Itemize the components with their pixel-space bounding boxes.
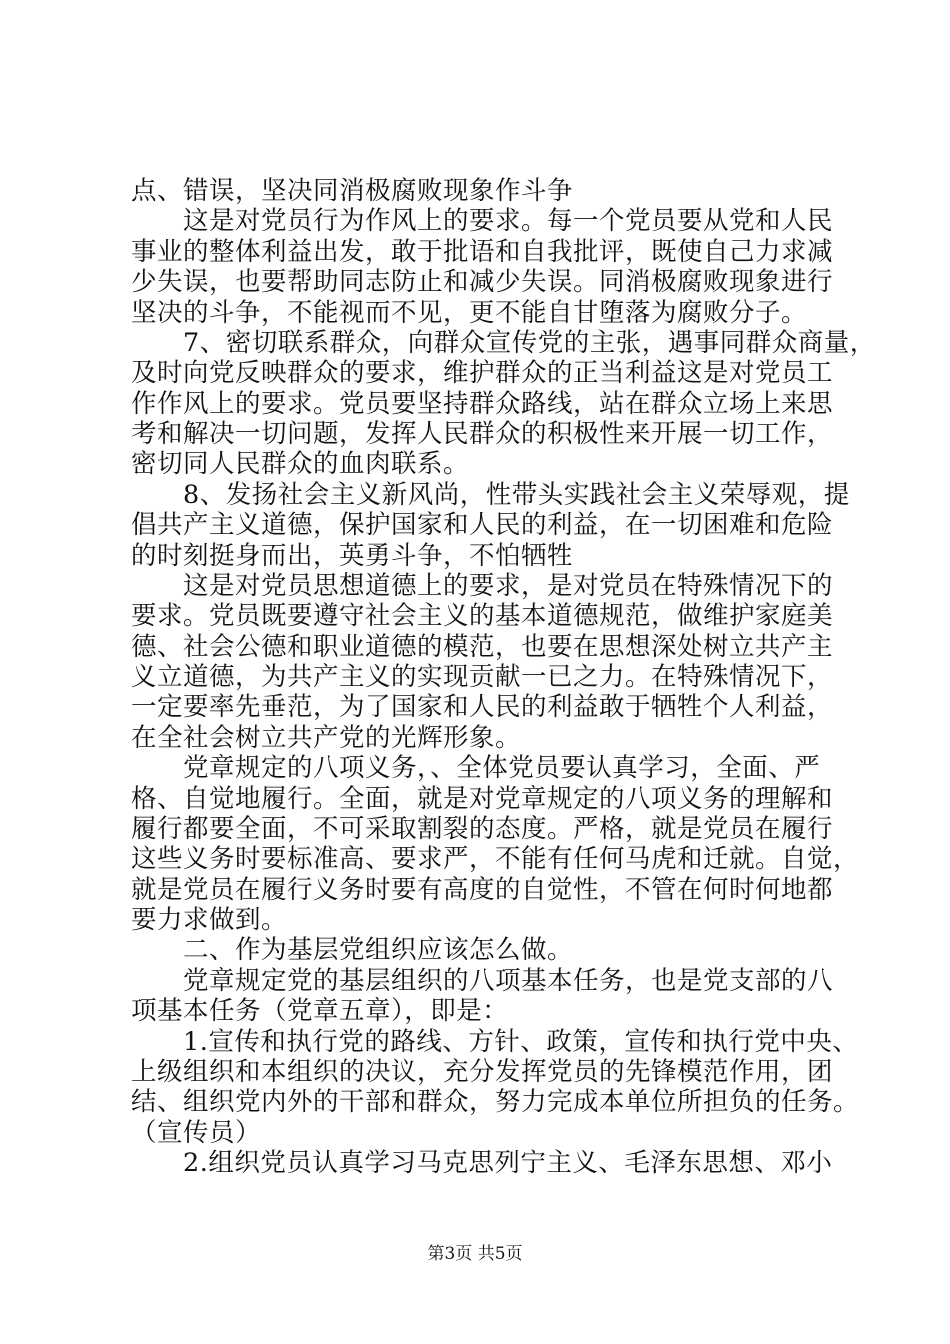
text-line: 要力求做到。 [131,905,288,935]
text-line: 7、密切联系群众，向群众宣传党的主张，遇事同群众商量， [131,328,876,358]
text-line: 这是对党员思想道德上的要求，是对党员在特殊情况下的 [131,571,834,601]
section-heading: 二、作为基层党组织应该怎么做。 [131,935,574,965]
text-line: 在全社会树立共产党的光辉形象。 [131,723,522,753]
text-line: 党章规定的八项义务，、全体党员要认真学习，全面、严 [131,753,821,783]
text-line: 8、发扬社会主义新风尚，性带头实践社会主义荣辱观，提 [131,480,850,510]
text-line: 就是党员在履行义务时要有高度的自觉性，不管在何时何地都 [131,875,834,905]
text-line: 这些义务时要标准高、要求严，不能有任何马虎和迁就。自觉， [131,844,860,874]
page-number-footer: 第3页 共5页 [427,1244,523,1264]
text-line: 这是对党员行为作风上的要求。每一个党员要从党和人民 [131,206,834,236]
text-line: 密切同人民群众的血肉联系。 [131,449,470,479]
text-line: 少失误，也要帮助同志防止和减少失误。同消极腐败现象进行 [131,267,834,297]
text-line: 结、组织党内外的干部和群众，努力完成本单位所担负的任务。 [131,1087,860,1117]
text-line: 党章规定党的基层组织的八项基本任务，也是党支部的八 [131,966,834,996]
text-line: 义立道德，为共产主义的实现贡献一已之力。在特殊情况下， [131,662,834,692]
text-line: 德、社会公德和职业道德的模范，也要在思想深处树立共产主 [131,632,834,662]
text-line: 的时刻挺身而出，英勇斗争，不怕牺牲 [131,541,574,571]
text-line: 事业的整体利益出发，敢于批语和自我批评，既使自己力求减 [131,237,834,267]
text-line: 1.宣传和执行党的路线、方针、政策，宣传和执行党中央、 [131,1027,859,1057]
text-line: 履行都要全面，不可采取割裂的态度。严格，就是党员在履行 [131,814,834,844]
text-line: 要求。党员既要遵守社会主义的基本道德规范，做维护家庭美 [131,601,834,631]
text-line: 考和解决一切问题，发挥人民群众的积极性来开展一切工作， [131,419,834,449]
text-line: 作作风上的要求。党员要坚持群众路线，站在群众立场上来思 [131,389,834,419]
text-line: 及时向党反映群众的要求，维护群众的正当利益这是对党员工 [131,358,834,388]
text-line: （宣传员） [131,1118,262,1148]
text-line: 倡共产主义道德，保护国家和人民的利益，在一切困难和危险 [131,510,834,540]
text-line: 项基本任务（党章五章），即是： [131,996,509,1026]
text-line: 格、自觉地履行。全面，就是对党章规定的八项义务的理解和 [131,784,834,814]
text-line: 一定要率先垂范，为了国家和人民的利益敢于牺牲个人利益， [131,692,834,722]
text-line: 坚决的斗争，不能视而不见，更不能自甘堕落为腐败分子。 [131,298,808,328]
text-line: 点、错误，坚决同消极腐败现象作斗争 [131,176,574,206]
text-line: 2.组织党员认真学习马克思列宁主义、毛泽东思想、邓小 [131,1148,833,1178]
text-line: 上级组织和本组织的决议，充分发挥党员的先锋模范作用，团 [131,1057,834,1087]
